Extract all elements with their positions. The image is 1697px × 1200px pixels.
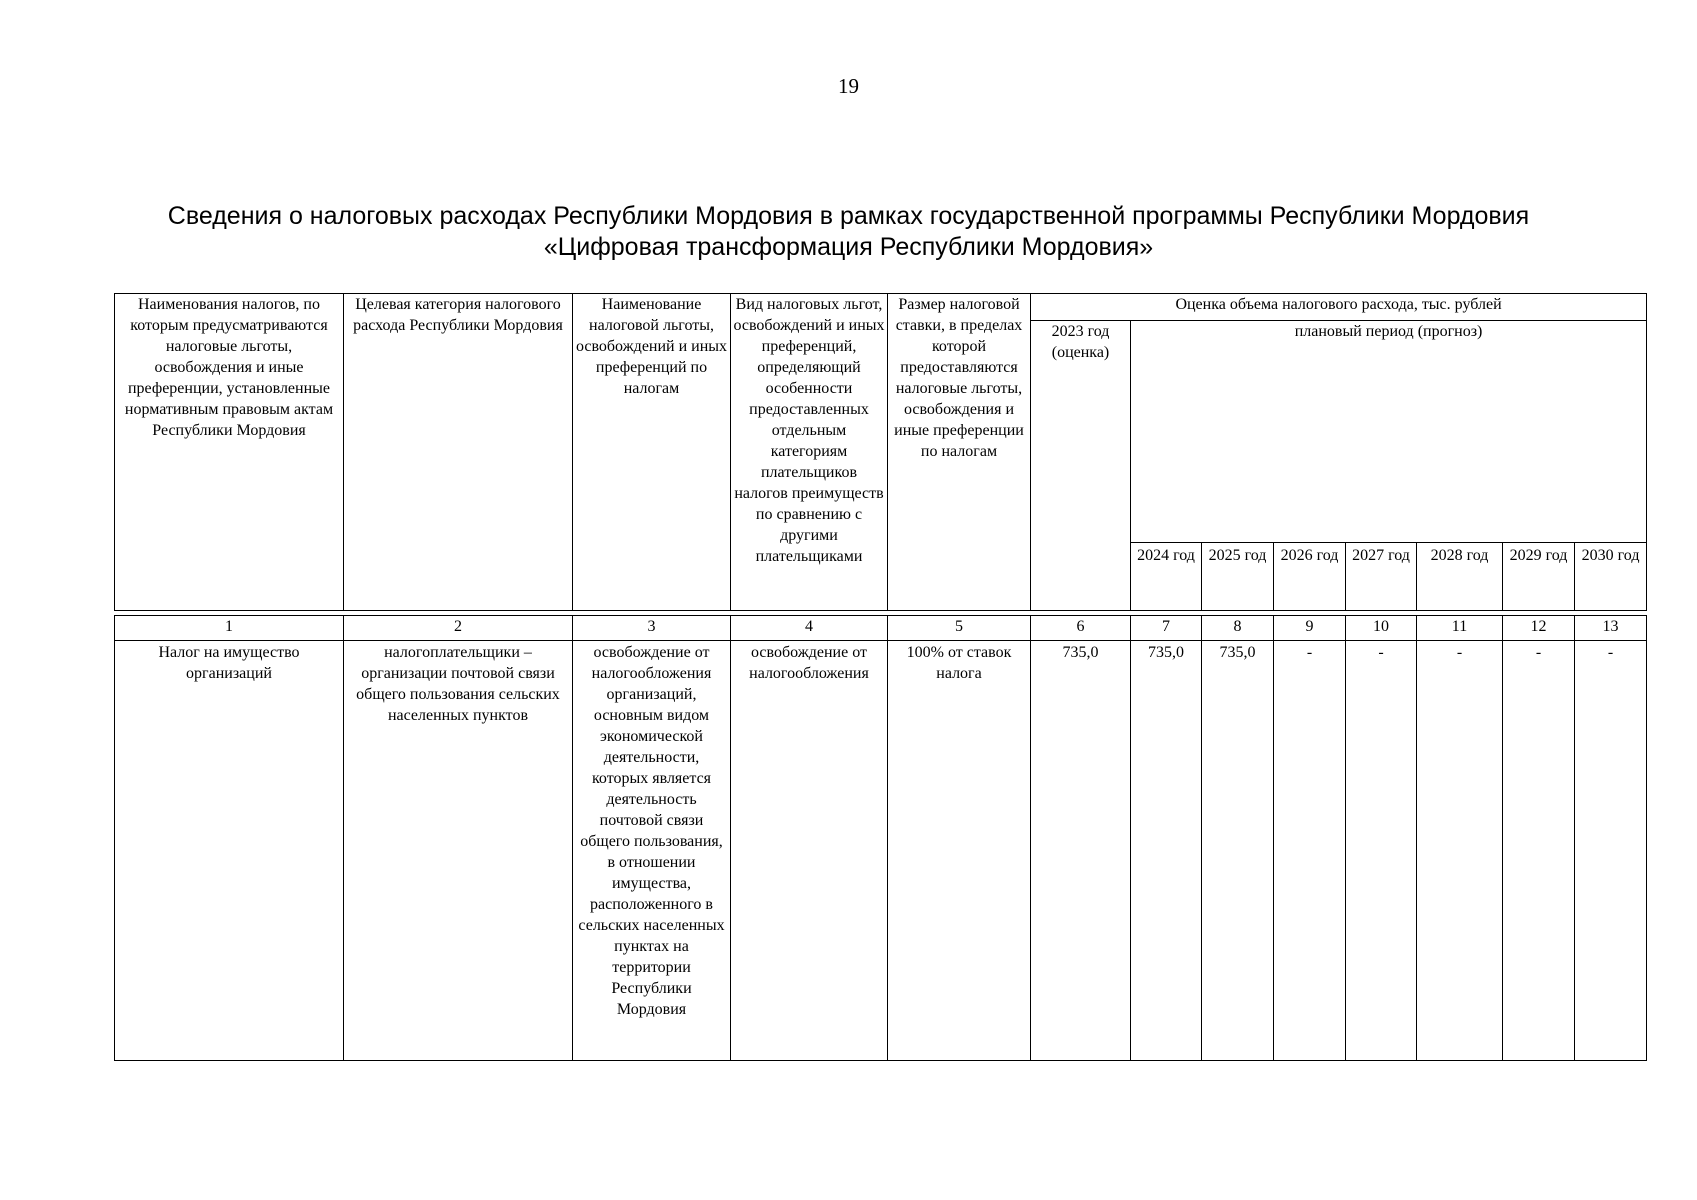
header-rate: Размер налоговой ставки, в пределах которой предоставляются налоговые льготы, освобождения и иные преференции по налогам — [888, 294, 1031, 611]
cell-benefit-type: освобождение от налогообложения — [731, 641, 888, 1061]
cell-target-category: налогоплательщики – организации почтовой связи общего пользования сельских населенных пунктов — [344, 641, 573, 1061]
cell-value-2024: 735,0 — [1131, 641, 1202, 1061]
document-title — [0, 201, 1697, 263]
column-number: 5 — [888, 616, 1031, 641]
cell-value-2025: 735,0 — [1202, 641, 1274, 1061]
column-number: 2 — [344, 616, 573, 641]
page-number: 19 — [838, 74, 859, 98]
header-year-2027: 2027 год — [1346, 543, 1417, 611]
cell-rate: 100% от ставок налога — [888, 641, 1031, 1061]
cell-tax-name: Налог на имущество организаций — [115, 641, 344, 1061]
column-number: 10 — [1346, 616, 1417, 641]
header-year-2028: 2028 год — [1417, 543, 1503, 611]
header-year-2029: 2029 год — [1503, 543, 1575, 611]
cell-value-2028: - — [1417, 641, 1503, 1061]
header-year-2025: 2025 год — [1202, 543, 1274, 611]
column-number: 8 — [1202, 616, 1274, 641]
column-number: 12 — [1503, 616, 1575, 641]
header-target-category: Целевая категория налогового расхода Республики Мордовия — [344, 294, 573, 611]
tax-table-body — [114, 615, 1647, 1061]
column-number: 6 — [1031, 616, 1131, 641]
column-number: 1 — [115, 616, 344, 641]
cell-benefit-name: освобождение от налогообложения организаций, основным видом экономической деятельности, которых является деятельность почтовой связи общего пользования, в отношении имущества, расположенного в сельских населенных пунктах на территории Республики Мордовия — [573, 641, 731, 1061]
cell-value-2030: - — [1575, 641, 1647, 1061]
column-number: 3 — [573, 616, 731, 641]
header-estimate-group: Оценка объема налогового расхода, тыс. рублей — [1031, 294, 1647, 321]
column-number: 9 — [1274, 616, 1346, 641]
header-benefit-name: Наименование налоговой льготы, освобождений и иных преференций по налогам — [573, 294, 731, 611]
header-planned-group: плановый период (прогноз) — [1131, 321, 1647, 543]
column-number: 13 — [1575, 616, 1647, 641]
tax-table-header — [114, 293, 1647, 611]
title-line-1: Сведения о налоговых расходах Республики Мордовия в рамках государственной программы Республики Мордовия — [167, 202, 1530, 230]
header-year-2023: 2023 год (оценка) — [1031, 321, 1131, 611]
column-number: 11 — [1417, 616, 1503, 641]
header-year-2026: 2026 год — [1274, 543, 1346, 611]
cell-value-2029: - — [1503, 641, 1575, 1061]
column-numbers-row — [115, 616, 1647, 641]
table-row — [115, 641, 1647, 1061]
cell-value-2023: 735,0 — [1031, 641, 1131, 1061]
header-year-2024: 2024 год — [1131, 543, 1202, 611]
header-tax-name: Наименования налогов, по которым предусматриваются налоговые льготы, освобождения и иные преференции, установленные нормативным правовым актам Республики Мордовия — [115, 294, 344, 611]
header-year-2030: 2030 год — [1575, 543, 1647, 611]
cell-value-2026: - — [1274, 641, 1346, 1061]
column-number: 4 — [731, 616, 888, 641]
title-line-2: «Цифровая трансформация Республики Мордовия» — [543, 233, 1154, 261]
column-number: 7 — [1131, 616, 1202, 641]
header-benefit-type: Вид налоговых льгот, освобождений и иных преференций, определяющий особенности предоставленных отдельным категориям плательщиков налогов преимуществ по сравнению с другими плательщиками — [731, 294, 888, 611]
cell-value-2027: - — [1346, 641, 1417, 1061]
